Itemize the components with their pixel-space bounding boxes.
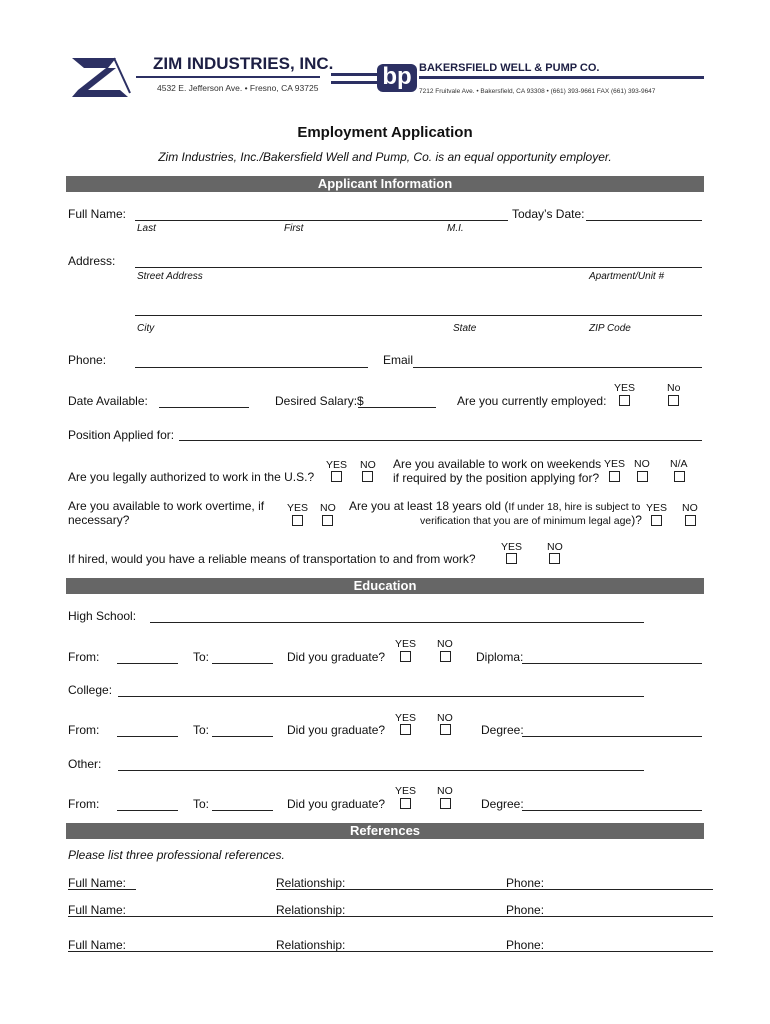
college-to-input[interactable] bbox=[212, 736, 273, 737]
weekends-na-checkbox[interactable] bbox=[674, 471, 685, 482]
city-state-zip-input[interactable] bbox=[135, 315, 702, 316]
hs-graduate-yes-checkbox[interactable] bbox=[400, 651, 411, 662]
college-degree-label: Degree: bbox=[481, 723, 524, 737]
transport-no-checkbox[interactable] bbox=[549, 553, 560, 564]
legally-authorized-label: Are you legally authorized to work in the U.S.? bbox=[68, 470, 315, 484]
form-subtitle: Zim Industries, Inc./Bakersfield Well and Pump, Co. is an equal opportunity employer. bbox=[158, 150, 612, 164]
employed-no-header: No bbox=[667, 382, 681, 394]
age-note-line2: verification that you are of minimum legal age bbox=[420, 515, 632, 527]
reference-1-name-underline bbox=[68, 889, 136, 890]
reference-3-input[interactable] bbox=[68, 951, 713, 952]
weekends-no-checkbox[interactable] bbox=[637, 471, 648, 482]
other-to-input[interactable] bbox=[212, 810, 273, 811]
bp-logo: bp bbox=[377, 64, 417, 92]
employed-yes-header: YES bbox=[614, 382, 636, 394]
age-yes-checkbox[interactable] bbox=[651, 515, 662, 526]
hs-graduate-no-header: NO bbox=[437, 638, 453, 650]
college-to-label: To: bbox=[193, 723, 210, 737]
hs-graduate-yes-header: YES bbox=[395, 638, 417, 650]
overtime-yes-header: YES bbox=[287, 502, 309, 514]
diploma-label: Diploma: bbox=[476, 650, 524, 664]
weekends-label-line2: if required by the position applying for? bbox=[393, 471, 600, 485]
middle-initial-caption: M.I. bbox=[447, 223, 464, 234]
college-graduate-no-checkbox[interactable] bbox=[440, 724, 451, 735]
age-no-checkbox[interactable] bbox=[685, 515, 696, 526]
age-label-line2 bbox=[420, 513, 642, 527]
phone-label: Phone: bbox=[68, 353, 107, 367]
bp-company-name: BAKERSFIELD WELL & PUMP CO. bbox=[419, 62, 600, 74]
section-references: References bbox=[66, 823, 704, 839]
college-from-label: From: bbox=[68, 723, 100, 737]
zim-divider bbox=[136, 76, 320, 78]
date-available-label: Date Available: bbox=[68, 394, 148, 408]
address-label: Address: bbox=[68, 254, 116, 268]
position-label: Position Applied for: bbox=[68, 428, 175, 442]
other-to-label: To: bbox=[193, 797, 210, 811]
references-instruction: Please list three professional references. bbox=[68, 848, 285, 862]
weekends-label-line1: Are you available to work on weekends bbox=[393, 457, 602, 471]
desired-salary-input[interactable] bbox=[358, 407, 436, 408]
reference-1-input[interactable] bbox=[276, 889, 713, 890]
age-yes-header: YES bbox=[646, 502, 668, 514]
other-degree-input[interactable] bbox=[522, 810, 702, 811]
college-graduate-yes-header: YES bbox=[395, 712, 417, 724]
college-input[interactable] bbox=[118, 696, 644, 697]
college-graduate-label: Did you graduate? bbox=[287, 723, 386, 737]
college-from-input[interactable] bbox=[117, 736, 178, 737]
hs-from-label: From: bbox=[68, 650, 100, 664]
hs-graduate-label: Did you graduate? bbox=[287, 650, 386, 664]
zim-company-name: ZIM INDUSTRIES, INC. bbox=[153, 54, 334, 73]
other-graduate-yes-checkbox[interactable] bbox=[400, 798, 411, 809]
hs-to-label: To: bbox=[193, 650, 210, 664]
reference-2-name-label: Full Name: bbox=[68, 903, 127, 917]
reference-1-relationship-label: Relationship: bbox=[276, 876, 346, 890]
form-title: Employment Application bbox=[297, 124, 473, 141]
other-graduate-label: Did you graduate? bbox=[287, 797, 386, 811]
reference-3-name-label: Full Name: bbox=[68, 938, 127, 952]
bp-stripe-top bbox=[331, 73, 377, 76]
other-degree-label: Degree: bbox=[481, 797, 524, 811]
age-close: )? bbox=[631, 513, 642, 527]
street-address-caption: Street Address bbox=[137, 271, 203, 282]
other-from-label: From: bbox=[68, 797, 100, 811]
other-graduate-yes-header: YES bbox=[395, 785, 417, 797]
todays-date-label: Today’s Date: bbox=[512, 207, 585, 221]
bp-divider bbox=[419, 76, 704, 79]
bp-address: 7212 Fruitvale Ave. • Bakersfield, CA 93308 • (661) 393-9661 FAX (661) 393-9647 bbox=[419, 88, 656, 95]
overtime-label-line2: necessary? bbox=[68, 513, 130, 527]
last-name-caption: Last bbox=[137, 223, 156, 234]
bp-stripe-bottom bbox=[331, 81, 377, 84]
zim-address: 4532 E. Jefferson Ave. • Fresno, CA 93725 bbox=[157, 83, 319, 93]
zip-caption: ZIP Code bbox=[589, 323, 631, 334]
age-label-line1 bbox=[349, 499, 640, 513]
diploma-input[interactable] bbox=[522, 663, 702, 664]
overtime-no-checkbox[interactable] bbox=[322, 515, 333, 526]
overtime-no-header: NO bbox=[320, 502, 336, 514]
section-applicant-information: Applicant Information bbox=[66, 176, 704, 192]
reference-1-name-label: Full Name: bbox=[68, 876, 127, 890]
zim-logo-icon bbox=[70, 55, 132, 99]
college-graduate-yes-checkbox[interactable] bbox=[400, 724, 411, 735]
reference-1-phone-label: Phone: bbox=[506, 876, 545, 890]
desired-salary-label: Desired Salary:$ bbox=[275, 394, 364, 408]
weekends-yes-header: YES bbox=[604, 458, 626, 470]
college-graduate-no-header: NO bbox=[437, 712, 453, 724]
transport-yes-checkbox[interactable] bbox=[506, 553, 517, 564]
city-caption: City bbox=[137, 323, 155, 334]
overtime-label-line1: Are you available to work overtime, if bbox=[68, 499, 265, 513]
full-name-input[interactable] bbox=[135, 220, 508, 221]
college-degree-input[interactable] bbox=[522, 736, 702, 737]
age-question: Are you at least 18 years old ( bbox=[349, 499, 509, 513]
overtime-yes-checkbox[interactable] bbox=[292, 515, 303, 526]
high-school-input[interactable] bbox=[150, 622, 644, 623]
apartment-caption: Apartment/Unit # bbox=[589, 271, 665, 282]
date-available-input[interactable] bbox=[159, 407, 249, 408]
authorized-yes-header: YES bbox=[326, 459, 348, 471]
section-education: Education bbox=[66, 578, 704, 594]
authorized-yes-checkbox[interactable] bbox=[331, 471, 342, 482]
email-input[interactable] bbox=[413, 367, 702, 368]
other-graduate-no-header: NO bbox=[437, 785, 453, 797]
email-label: Email bbox=[383, 353, 414, 367]
reference-2-relationship-label: Relationship: bbox=[276, 903, 346, 917]
employed-yes-checkbox[interactable] bbox=[619, 395, 630, 406]
authorized-no-header: NO bbox=[360, 459, 376, 471]
high-school-label: High School: bbox=[68, 609, 137, 623]
hs-to-input[interactable] bbox=[212, 663, 273, 664]
weekends-na-header: N/A bbox=[670, 458, 688, 470]
phone-input[interactable] bbox=[135, 367, 368, 368]
hs-graduate-no-checkbox[interactable] bbox=[440, 651, 451, 662]
transport-yes-header: YES bbox=[501, 541, 523, 553]
authorized-no-checkbox[interactable] bbox=[362, 471, 373, 482]
weekends-no-header: NO bbox=[634, 458, 650, 470]
currently-employed-label: Are you currently employed: bbox=[457, 394, 607, 408]
other-graduate-no-checkbox[interactable] bbox=[440, 798, 451, 809]
full-name-label: Full Name: bbox=[68, 207, 127, 221]
age-no-header: NO bbox=[682, 502, 698, 514]
first-name-caption: First bbox=[284, 223, 304, 234]
hs-from-input[interactable] bbox=[117, 663, 178, 664]
employed-no-checkbox[interactable] bbox=[668, 395, 679, 406]
street-address-input[interactable] bbox=[135, 267, 702, 268]
weekends-yes-checkbox[interactable] bbox=[609, 471, 620, 482]
other-from-input[interactable] bbox=[117, 810, 178, 811]
transportation-label: If hired, would you have a reliable means of transportation to and from work? bbox=[68, 552, 476, 566]
position-input[interactable] bbox=[179, 440, 702, 441]
college-label: College: bbox=[68, 683, 113, 697]
state-caption: State bbox=[453, 323, 477, 334]
transport-no-header: NO bbox=[547, 541, 563, 553]
other-label: Other: bbox=[68, 757, 102, 771]
reference-3-phone-label: Phone: bbox=[506, 938, 545, 952]
reference-2-phone-label: Phone: bbox=[506, 903, 545, 917]
todays-date-input[interactable] bbox=[586, 220, 702, 221]
reference-3-relationship-label: Relationship: bbox=[276, 938, 346, 952]
age-note-line1: If under 18, hire is subject to bbox=[508, 501, 641, 513]
reference-2-input[interactable] bbox=[68, 916, 713, 917]
other-input[interactable] bbox=[118, 770, 644, 771]
